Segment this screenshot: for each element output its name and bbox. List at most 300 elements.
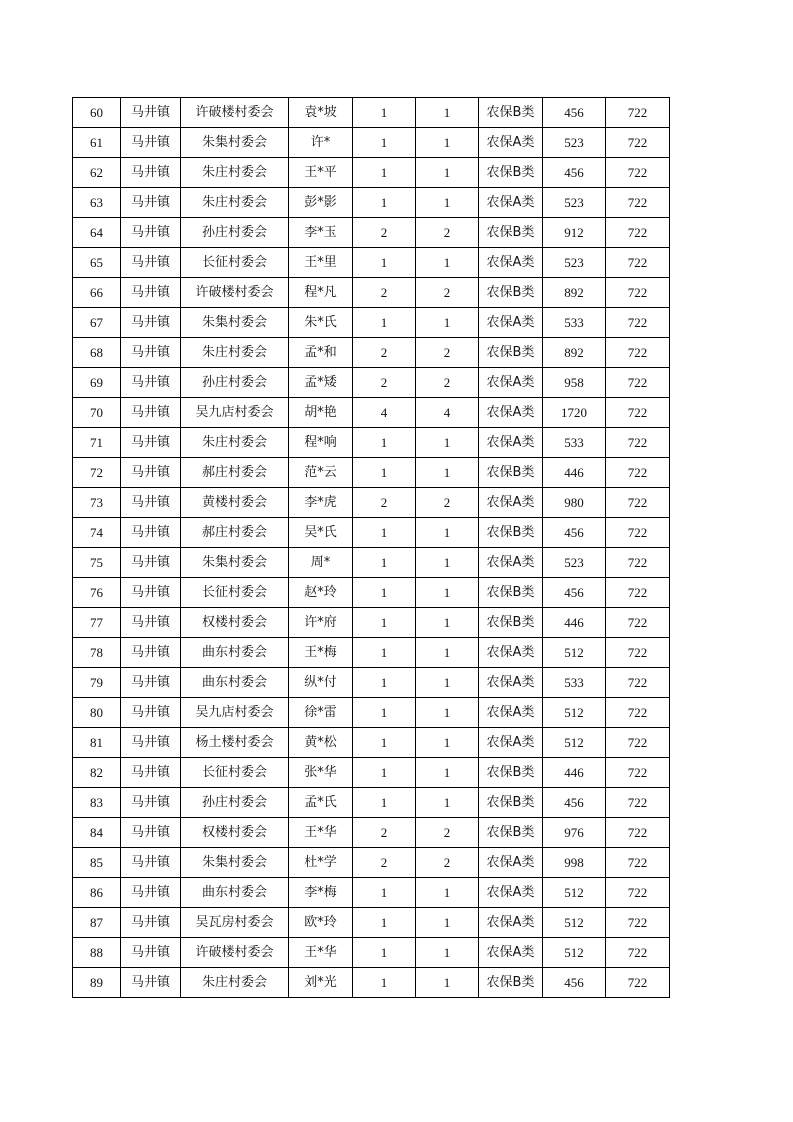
insurance-type-cell: 农保B类 xyxy=(479,578,543,608)
amount-cell: 446 xyxy=(543,758,606,788)
town-cell: 马井镇 xyxy=(121,128,181,158)
standard-amount-cell: 722 xyxy=(606,128,670,158)
amount-cell: 456 xyxy=(543,578,606,608)
table-row xyxy=(73,248,670,278)
standard-amount-cell: 722 xyxy=(606,188,670,218)
insurance-type-cell: 农保A类 xyxy=(479,188,543,218)
row-number-cell: 71 xyxy=(73,428,121,458)
name-cell: 李*虎 xyxy=(289,488,353,518)
amount-cell: 456 xyxy=(543,158,606,188)
town-cell: 马井镇 xyxy=(121,848,181,878)
town-cell: 马井镇 xyxy=(121,728,181,758)
village-committee-cell: 许破楼村委会 xyxy=(181,98,289,128)
village-committee-cell: 朱庄村委会 xyxy=(181,158,289,188)
insurance-type-cell: 农保A类 xyxy=(479,248,543,278)
amount-cell: 980 xyxy=(543,488,606,518)
household-count-cell: 1 xyxy=(353,728,416,758)
table-row xyxy=(73,878,670,908)
insurance-type-cell: 农保A类 xyxy=(479,878,543,908)
standard-amount-cell: 722 xyxy=(606,398,670,428)
name-cell: 彭*影 xyxy=(289,188,353,218)
row-number-cell: 61 xyxy=(73,128,121,158)
amount-cell: 998 xyxy=(543,848,606,878)
name-cell: 周* xyxy=(289,548,353,578)
standard-amount-cell: 722 xyxy=(606,428,670,458)
town-cell: 马井镇 xyxy=(121,308,181,338)
household-count-cell: 2 xyxy=(353,368,416,398)
table-row xyxy=(73,638,670,668)
persons-count-cell: 1 xyxy=(416,788,479,818)
village-committee-cell: 黄楼村委会 xyxy=(181,488,289,518)
insurance-type-cell: 农保B类 xyxy=(479,98,543,128)
name-cell: 张*华 xyxy=(289,758,353,788)
row-number-cell: 81 xyxy=(73,728,121,758)
table-row xyxy=(73,158,670,188)
town-cell: 马井镇 xyxy=(121,248,181,278)
amount-cell: 523 xyxy=(543,128,606,158)
standard-amount-cell: 722 xyxy=(606,698,670,728)
persons-count-cell: 1 xyxy=(416,518,479,548)
insurance-type-cell: 农保A类 xyxy=(479,638,543,668)
name-cell: 李*梅 xyxy=(289,878,353,908)
insurance-type-cell: 农保B类 xyxy=(479,338,543,368)
town-cell: 马井镇 xyxy=(121,458,181,488)
town-cell: 马井镇 xyxy=(121,668,181,698)
row-number-cell: 88 xyxy=(73,938,121,968)
household-count-cell: 1 xyxy=(353,248,416,278)
standard-amount-cell: 722 xyxy=(606,98,670,128)
beneficiary-table xyxy=(72,97,670,998)
town-cell: 马井镇 xyxy=(121,698,181,728)
village-committee-cell: 曲东村委会 xyxy=(181,668,289,698)
household-count-cell: 1 xyxy=(353,968,416,998)
household-count-cell: 1 xyxy=(353,788,416,818)
household-count-cell: 1 xyxy=(353,128,416,158)
amount-cell: 976 xyxy=(543,818,606,848)
name-cell: 吴*氏 xyxy=(289,518,353,548)
standard-amount-cell: 722 xyxy=(606,488,670,518)
name-cell: 李*玉 xyxy=(289,218,353,248)
row-number-cell: 70 xyxy=(73,398,121,428)
insurance-type-cell: 农保B类 xyxy=(479,218,543,248)
row-number-cell: 77 xyxy=(73,608,121,638)
persons-count-cell: 1 xyxy=(416,638,479,668)
row-number-cell: 65 xyxy=(73,248,121,278)
insurance-type-cell: 农保B类 xyxy=(479,158,543,188)
persons-count-cell: 1 xyxy=(416,698,479,728)
amount-cell: 456 xyxy=(543,98,606,128)
persons-count-cell: 1 xyxy=(416,608,479,638)
household-count-cell: 1 xyxy=(353,578,416,608)
standard-amount-cell: 722 xyxy=(606,908,670,938)
village-committee-cell: 郝庄村委会 xyxy=(181,458,289,488)
village-committee-cell: 曲东村委会 xyxy=(181,638,289,668)
insurance-type-cell: 农保A类 xyxy=(479,368,543,398)
standard-amount-cell: 722 xyxy=(606,878,670,908)
amount-cell: 446 xyxy=(543,458,606,488)
town-cell: 马井镇 xyxy=(121,428,181,458)
amount-cell: 912 xyxy=(543,218,606,248)
village-committee-cell: 朱集村委会 xyxy=(181,848,289,878)
table-row xyxy=(73,968,670,998)
persons-count-cell: 1 xyxy=(416,878,479,908)
village-committee-cell: 朱庄村委会 xyxy=(181,338,289,368)
row-number-cell: 83 xyxy=(73,788,121,818)
household-count-cell: 1 xyxy=(353,188,416,218)
household-count-cell: 1 xyxy=(353,458,416,488)
standard-amount-cell: 722 xyxy=(606,338,670,368)
table-row xyxy=(73,908,670,938)
insurance-type-cell: 农保A类 xyxy=(479,548,543,578)
persons-count-cell: 1 xyxy=(416,308,479,338)
household-count-cell: 2 xyxy=(353,338,416,368)
amount-cell: 523 xyxy=(543,548,606,578)
amount-cell: 1720 xyxy=(543,398,606,428)
household-count-cell: 1 xyxy=(353,758,416,788)
name-cell: 王*平 xyxy=(289,158,353,188)
persons-count-cell: 1 xyxy=(416,128,479,158)
village-committee-cell: 长征村委会 xyxy=(181,578,289,608)
table-row xyxy=(73,278,670,308)
standard-amount-cell: 722 xyxy=(606,638,670,668)
town-cell: 马井镇 xyxy=(121,548,181,578)
household-count-cell: 1 xyxy=(353,308,416,338)
village-committee-cell: 长征村委会 xyxy=(181,248,289,278)
amount-cell: 533 xyxy=(543,668,606,698)
household-count-cell: 2 xyxy=(353,218,416,248)
household-count-cell: 2 xyxy=(353,818,416,848)
name-cell: 王*华 xyxy=(289,818,353,848)
town-cell: 马井镇 xyxy=(121,218,181,248)
standard-amount-cell: 722 xyxy=(606,458,670,488)
persons-count-cell: 1 xyxy=(416,758,479,788)
household-count-cell: 1 xyxy=(353,98,416,128)
name-cell: 欧*玲 xyxy=(289,908,353,938)
village-committee-cell: 朱庄村委会 xyxy=(181,428,289,458)
row-number-cell: 80 xyxy=(73,698,121,728)
table-row xyxy=(73,428,670,458)
town-cell: 马井镇 xyxy=(121,638,181,668)
amount-cell: 512 xyxy=(543,938,606,968)
row-number-cell: 75 xyxy=(73,548,121,578)
village-committee-cell: 朱庄村委会 xyxy=(181,968,289,998)
town-cell: 马井镇 xyxy=(121,908,181,938)
standard-amount-cell: 722 xyxy=(606,548,670,578)
table-row xyxy=(73,818,670,848)
persons-count-cell: 1 xyxy=(416,158,479,188)
village-committee-cell: 吴九店村委会 xyxy=(181,698,289,728)
persons-count-cell: 2 xyxy=(416,848,479,878)
amount-cell: 512 xyxy=(543,728,606,758)
row-number-cell: 68 xyxy=(73,338,121,368)
standard-amount-cell: 722 xyxy=(606,728,670,758)
village-committee-cell: 吴瓦房村委会 xyxy=(181,908,289,938)
town-cell: 马井镇 xyxy=(121,758,181,788)
persons-count-cell: 1 xyxy=(416,908,479,938)
village-committee-cell: 权楼村委会 xyxy=(181,818,289,848)
row-number-cell: 84 xyxy=(73,818,121,848)
town-cell: 马井镇 xyxy=(121,368,181,398)
household-count-cell: 1 xyxy=(353,518,416,548)
standard-amount-cell: 722 xyxy=(606,938,670,968)
insurance-type-cell: 农保B类 xyxy=(479,458,543,488)
standard-amount-cell: 722 xyxy=(606,308,670,338)
amount-cell: 892 xyxy=(543,338,606,368)
household-count-cell: 1 xyxy=(353,548,416,578)
table-row xyxy=(73,338,670,368)
table-row xyxy=(73,128,670,158)
standard-amount-cell: 722 xyxy=(606,158,670,188)
row-number-cell: 87 xyxy=(73,908,121,938)
persons-count-cell: 1 xyxy=(416,668,479,698)
table-row xyxy=(73,458,670,488)
household-count-cell: 1 xyxy=(353,878,416,908)
amount-cell: 523 xyxy=(543,248,606,278)
row-number-cell: 60 xyxy=(73,98,121,128)
row-number-cell: 79 xyxy=(73,668,121,698)
name-cell: 王*里 xyxy=(289,248,353,278)
village-committee-cell: 孙庄村委会 xyxy=(181,218,289,248)
name-cell: 孟*氏 xyxy=(289,788,353,818)
standard-amount-cell: 722 xyxy=(606,368,670,398)
standard-amount-cell: 722 xyxy=(606,278,670,308)
row-number-cell: 63 xyxy=(73,188,121,218)
persons-count-cell: 2 xyxy=(416,488,479,518)
standard-amount-cell: 722 xyxy=(606,248,670,278)
household-count-cell: 1 xyxy=(353,938,416,968)
town-cell: 马井镇 xyxy=(121,518,181,548)
amount-cell: 892 xyxy=(543,278,606,308)
insurance-type-cell: 农保A类 xyxy=(479,398,543,428)
persons-count-cell: 1 xyxy=(416,938,479,968)
row-number-cell: 69 xyxy=(73,368,121,398)
amount-cell: 512 xyxy=(543,698,606,728)
village-committee-cell: 许破楼村委会 xyxy=(181,278,289,308)
standard-amount-cell: 722 xyxy=(606,758,670,788)
village-committee-cell: 长征村委会 xyxy=(181,758,289,788)
row-number-cell: 64 xyxy=(73,218,121,248)
town-cell: 马井镇 xyxy=(121,188,181,218)
amount-cell: 512 xyxy=(543,878,606,908)
table-row xyxy=(73,488,670,518)
amount-cell: 456 xyxy=(543,788,606,818)
amount-cell: 533 xyxy=(543,308,606,338)
standard-amount-cell: 722 xyxy=(606,218,670,248)
insurance-type-cell: 农保A类 xyxy=(479,668,543,698)
name-cell: 徐*雷 xyxy=(289,698,353,728)
household-count-cell: 2 xyxy=(353,488,416,518)
insurance-type-cell: 农保A类 xyxy=(479,308,543,338)
town-cell: 马井镇 xyxy=(121,488,181,518)
row-number-cell: 86 xyxy=(73,878,121,908)
row-number-cell: 74 xyxy=(73,518,121,548)
amount-cell: 523 xyxy=(543,188,606,218)
table-row xyxy=(73,368,670,398)
persons-count-cell: 1 xyxy=(416,188,479,218)
persons-count-cell: 2 xyxy=(416,218,479,248)
row-number-cell: 76 xyxy=(73,578,121,608)
household-count-cell: 2 xyxy=(353,278,416,308)
table-row xyxy=(73,98,670,128)
row-number-cell: 62 xyxy=(73,158,121,188)
town-cell: 马井镇 xyxy=(121,98,181,128)
row-number-cell: 82 xyxy=(73,758,121,788)
town-cell: 马井镇 xyxy=(121,278,181,308)
table-body xyxy=(73,98,670,998)
row-number-cell: 78 xyxy=(73,638,121,668)
amount-cell: 512 xyxy=(543,908,606,938)
standard-amount-cell: 722 xyxy=(606,608,670,638)
table-row xyxy=(73,548,670,578)
household-count-cell: 1 xyxy=(353,908,416,938)
table-row xyxy=(73,668,670,698)
insurance-type-cell: 农保B类 xyxy=(479,518,543,548)
household-count-cell: 1 xyxy=(353,698,416,728)
row-number-cell: 73 xyxy=(73,488,121,518)
village-committee-cell: 吴九店村委会 xyxy=(181,398,289,428)
amount-cell: 958 xyxy=(543,368,606,398)
insurance-type-cell: 农保B类 xyxy=(479,758,543,788)
persons-count-cell: 1 xyxy=(416,968,479,998)
amount-cell: 512 xyxy=(543,638,606,668)
name-cell: 孟*和 xyxy=(289,338,353,368)
standard-amount-cell: 722 xyxy=(606,788,670,818)
persons-count-cell: 1 xyxy=(416,458,479,488)
name-cell: 孟*矮 xyxy=(289,368,353,398)
table-row xyxy=(73,938,670,968)
name-cell: 杜*学 xyxy=(289,848,353,878)
name-cell: 许* xyxy=(289,128,353,158)
name-cell: 赵*玲 xyxy=(289,578,353,608)
table-row xyxy=(73,188,670,218)
row-number-cell: 89 xyxy=(73,968,121,998)
town-cell: 马井镇 xyxy=(121,938,181,968)
table-row xyxy=(73,758,670,788)
table-row xyxy=(73,518,670,548)
village-committee-cell: 杨土楼村委会 xyxy=(181,728,289,758)
name-cell: 范*云 xyxy=(289,458,353,488)
village-committee-cell: 朱集村委会 xyxy=(181,128,289,158)
insurance-type-cell: 农保A类 xyxy=(479,908,543,938)
name-cell: 胡*艳 xyxy=(289,398,353,428)
name-cell: 袁*坡 xyxy=(289,98,353,128)
table-row xyxy=(73,788,670,818)
town-cell: 马井镇 xyxy=(121,158,181,188)
village-committee-cell: 权楼村委会 xyxy=(181,608,289,638)
insurance-type-cell: 农保A类 xyxy=(479,698,543,728)
table-row xyxy=(73,608,670,638)
town-cell: 马井镇 xyxy=(121,338,181,368)
insurance-type-cell: 农保A类 xyxy=(479,848,543,878)
standard-amount-cell: 722 xyxy=(606,848,670,878)
standard-amount-cell: 722 xyxy=(606,578,670,608)
town-cell: 马井镇 xyxy=(121,878,181,908)
insurance-type-cell: 农保B类 xyxy=(479,788,543,818)
name-cell: 刘*光 xyxy=(289,968,353,998)
name-cell: 许*府 xyxy=(289,608,353,638)
table-row xyxy=(73,398,670,428)
table-row xyxy=(73,578,670,608)
village-committee-cell: 孙庄村委会 xyxy=(181,368,289,398)
town-cell: 马井镇 xyxy=(121,398,181,428)
insurance-type-cell: 农保A类 xyxy=(479,728,543,758)
table-row xyxy=(73,698,670,728)
name-cell: 黄*松 xyxy=(289,728,353,758)
household-count-cell: 1 xyxy=(353,428,416,458)
name-cell: 朱*氏 xyxy=(289,308,353,338)
standard-amount-cell: 722 xyxy=(606,968,670,998)
table-row xyxy=(73,848,670,878)
town-cell: 马井镇 xyxy=(121,608,181,638)
persons-count-cell: 4 xyxy=(416,398,479,428)
village-committee-cell: 许破楼村委会 xyxy=(181,938,289,968)
persons-count-cell: 1 xyxy=(416,248,479,278)
household-count-cell: 1 xyxy=(353,668,416,698)
persons-count-cell: 1 xyxy=(416,548,479,578)
table-row xyxy=(73,728,670,758)
standard-amount-cell: 722 xyxy=(606,668,670,698)
row-number-cell: 67 xyxy=(73,308,121,338)
standard-amount-cell: 722 xyxy=(606,818,670,848)
amount-cell: 446 xyxy=(543,608,606,638)
village-committee-cell: 朱集村委会 xyxy=(181,308,289,338)
persons-count-cell: 2 xyxy=(416,818,479,848)
household-count-cell: 1 xyxy=(353,608,416,638)
village-committee-cell: 朱庄村委会 xyxy=(181,188,289,218)
insurance-type-cell: 农保B类 xyxy=(479,608,543,638)
persons-count-cell: 1 xyxy=(416,428,479,458)
name-cell: 王*华 xyxy=(289,938,353,968)
name-cell: 程*响 xyxy=(289,428,353,458)
household-count-cell: 4 xyxy=(353,398,416,428)
insurance-type-cell: 农保A类 xyxy=(479,428,543,458)
row-number-cell: 66 xyxy=(73,278,121,308)
name-cell: 程*凡 xyxy=(289,278,353,308)
amount-cell: 456 xyxy=(543,968,606,998)
town-cell: 马井镇 xyxy=(121,968,181,998)
town-cell: 马井镇 xyxy=(121,818,181,848)
insurance-type-cell: 农保A类 xyxy=(479,128,543,158)
amount-cell: 456 xyxy=(543,518,606,548)
household-count-cell: 2 xyxy=(353,848,416,878)
village-committee-cell: 孙庄村委会 xyxy=(181,788,289,818)
insurance-type-cell: 农保A类 xyxy=(479,938,543,968)
row-number-cell: 85 xyxy=(73,848,121,878)
table-row xyxy=(73,308,670,338)
insurance-type-cell: 农保B类 xyxy=(479,278,543,308)
standard-amount-cell: 722 xyxy=(606,518,670,548)
persons-count-cell: 2 xyxy=(416,338,479,368)
persons-count-cell: 2 xyxy=(416,278,479,308)
insurance-type-cell: 农保B类 xyxy=(479,968,543,998)
town-cell: 马井镇 xyxy=(121,788,181,818)
persons-count-cell: 1 xyxy=(416,98,479,128)
row-number-cell: 72 xyxy=(73,458,121,488)
insurance-type-cell: 农保B类 xyxy=(479,818,543,848)
persons-count-cell: 1 xyxy=(416,728,479,758)
table-row xyxy=(73,218,670,248)
insurance-type-cell: 农保A类 xyxy=(479,488,543,518)
name-cell: 王*梅 xyxy=(289,638,353,668)
name-cell: 纵*付 xyxy=(289,668,353,698)
village-committee-cell: 郝庄村委会 xyxy=(181,518,289,548)
persons-count-cell: 1 xyxy=(416,578,479,608)
household-count-cell: 1 xyxy=(353,158,416,188)
town-cell: 马井镇 xyxy=(121,578,181,608)
village-committee-cell: 曲东村委会 xyxy=(181,878,289,908)
household-count-cell: 1 xyxy=(353,638,416,668)
amount-cell: 533 xyxy=(543,428,606,458)
